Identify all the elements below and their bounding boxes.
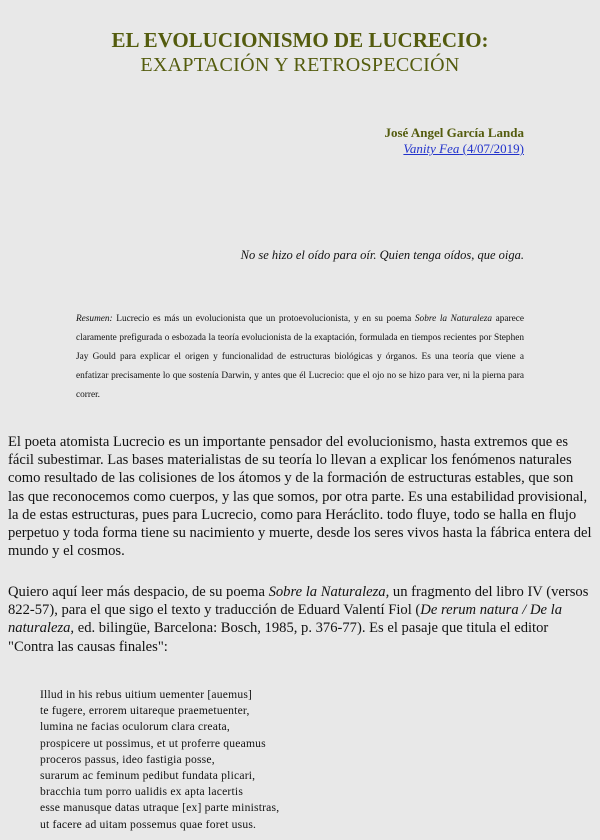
title-line-2: EXAPTACIÓN Y RETROSPECCIÓN [140,54,460,76]
verse-line: ut facere ad uitam possemus quae foret usus. [40,817,257,831]
paragraph-2-work-title: Sobre la Naturaleza, [268,584,390,600]
paragraph-2-work-title-2: De rerum natura / De la naturaleza, [8,602,563,637]
abstract [76,310,524,405]
paragraph-2-text-3: ed. bilingüe, Barcelona: Bosch, 1985, p. 376-77). Es el pasaje que titula el editor "Contra las causas finales": [8,620,549,655]
verse-line: te fugere, errorem uitareque praemetuenter, [40,704,250,718]
author-name: José Angel García Landa [384,125,524,140]
abstract-work-title: Sobre la Naturaleza [414,314,493,324]
paragraph-2-text-1: Quiero aquí leer más despacio, de su poema [8,584,269,600]
verse-line: lumina ne facias oculorum clara creata, [40,720,230,734]
abstract-text-1: Lucrecio es más un evolucionista que un protoevolucionista, y en su poema [112,314,415,324]
author-block [384,125,524,157]
article-title [0,28,600,78]
verse-line: Illud in his rebus uitium uementer [auemus] [40,688,253,701]
title-line-1: EL EVOLUCIONISMO DE LUCRECIO: [111,28,489,52]
epigraph: No se hizo el oído para oír. Quien tenga oídos, que oiga. [240,248,524,262]
paragraph-1: El poeta atomista Lucrecio es un importante pensador del evolucionismo, hasta extremos que es fácil subestimar. Las bases materialistas de su teoría lo llevan a explicar los fenómenos naturales como resultado de las colisiones de los átomos y de la formación de estructuras estables, que son las que reconocemos como cuerpos, y las que somos, por otra parte. Es una estabilidad provisional, la de estas estructuras, pues para Lucrecio, como para Heráclito. todo fluye, todo se halla en flujo perpetuo y toda forma tiene su nacimiento y muerte, desde los seres vivos hasta la fábrica entera del mundo y el cosmos. [8,434,592,560]
source-date: (4/07/2019) [462,141,524,156]
verse-line: bracchia tum porro ualidis ex apta lacertis [40,785,244,799]
abstract-label: Resumen: [76,314,113,324]
paragraph-2 [8,583,592,656]
verse-line: prospicere ut possimus, et ut proferre queamus [40,736,266,750]
paragraph-2-text-2: un fragmento del libro IV (versos 822-57), para el que sigo el texto y traducción de Eduard Valentí Fiol ( [8,584,589,619]
source-name: Vanity Fea [403,141,460,156]
latin-quote [40,687,279,833]
verse-line: proceros passus, ideo fastigia posse, [40,752,215,766]
verse-line: esse manusque datas utraque [ex] parte ministras, [40,801,280,815]
source-link[interactable] [403,141,524,156]
verse-line: surarum ac feminum pedibut fundata plicari, [40,769,256,783]
abstract-text-2: aparece claramente prefigurada o esbozada la teoría evolucionista de la exaptación, formulada en tiempos recientes por Stephen Jay Gould para explicar el origen y funcionalidad de estructuras biológicas y órganos. Es una teoría que viene a enfatizar precisamente lo que sostenía Darwin, y antes que él Lucrecio: que el ojo no se hizo para ver, ni la pierna para correr. [76,314,524,400]
